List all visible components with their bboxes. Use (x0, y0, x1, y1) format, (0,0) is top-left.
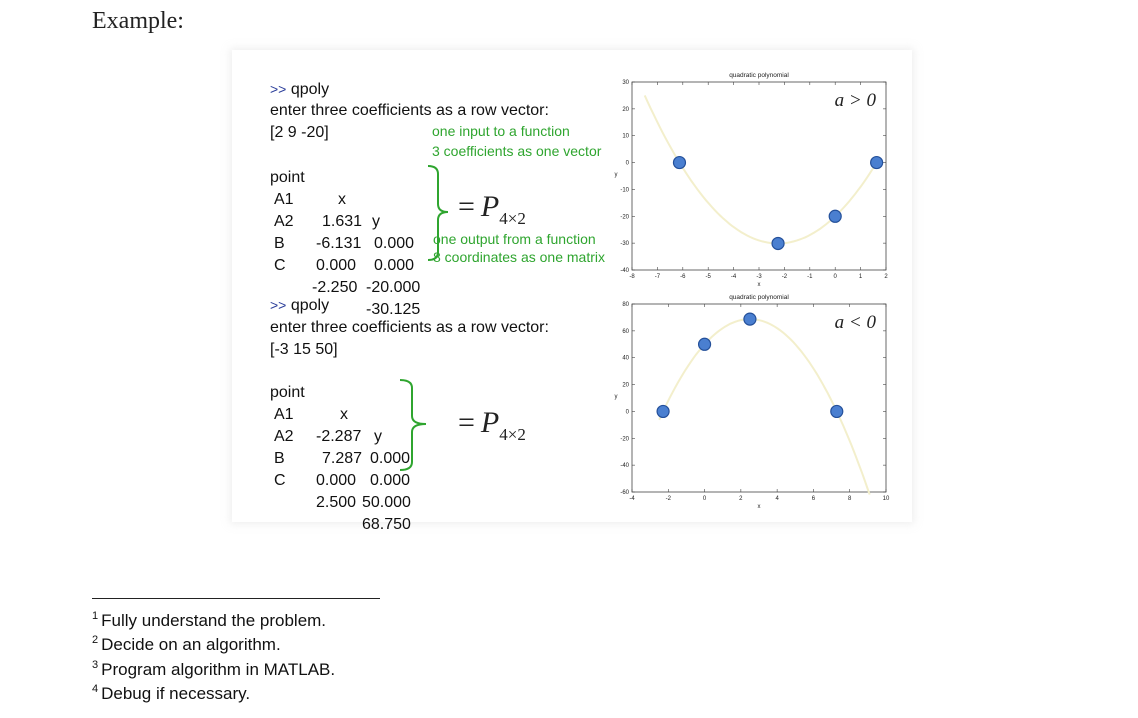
x-tick-label: 6 (811, 496, 816, 502)
col-y: y (374, 428, 382, 445)
footnote-number: 2 (92, 634, 99, 646)
x-tick-label: 4 (775, 496, 779, 502)
row-x: 0.000 (316, 257, 357, 274)
input-vector-1: [2 9 -20] (270, 124, 329, 141)
annotation-input-1: one input to a function (432, 123, 570, 139)
footnote-item (92, 683, 250, 704)
y-tick-label: 10 (622, 133, 629, 140)
plot-condition: a < 0 (834, 312, 876, 333)
row-y: 0.000 (370, 450, 411, 467)
row-y: -30.125 (366, 301, 421, 318)
data-point (829, 210, 841, 222)
x-tick-label: 0 (702, 496, 707, 502)
page-heading: Example: (92, 8, 184, 34)
footnote-text: Program algorithm in MATLAB. (101, 660, 336, 679)
row-point: B (274, 235, 285, 252)
x-tick-label: 8 (848, 496, 852, 502)
x-tick-label: 2 (884, 274, 888, 280)
y-tick-label: 60 (622, 328, 629, 335)
col-point: point (270, 169, 305, 186)
data-point (871, 157, 883, 169)
row-point: C (274, 257, 286, 274)
y-tick-label: -40 (620, 463, 629, 470)
annotation-output-1: one output from a function (433, 231, 596, 247)
x-tick-label: 1 (858, 274, 863, 280)
data-point (831, 405, 843, 417)
row-point: A2 (274, 213, 294, 230)
y-tick-label: -20 (620, 436, 629, 443)
footnote-item (92, 634, 281, 655)
green-brace-2 (398, 378, 432, 474)
footnote-number: 1 (92, 610, 99, 622)
instruction-text-2: enter three coefficients as a row vector: (270, 319, 549, 336)
row-y: -20.000 (366, 279, 421, 296)
footnote-number: 4 (92, 683, 99, 695)
command-text: qpoly (290, 81, 330, 98)
y-tick-label: -40 (620, 268, 629, 274)
y-tick-label: 30 (622, 80, 629, 86)
plot-title: quadratic polynomial (729, 72, 789, 79)
data-point (772, 237, 784, 249)
annotation-input-2: 3 coefficients as one vector (432, 143, 602, 159)
y-tick-label: 0 (625, 409, 629, 416)
row-x: -2.287 (316, 428, 362, 445)
y-axis-label: y (614, 172, 618, 178)
row-x: -2.250 (312, 279, 358, 296)
x-tick-label: -3 (756, 274, 762, 280)
footnote-number: 3 (92, 659, 99, 671)
x-tick-label: -4 (730, 274, 737, 280)
col-point: point (270, 384, 305, 401)
footnote-item (92, 659, 335, 680)
matrix-symbol: P (480, 190, 500, 223)
footnote-text: Decide on an algorithm. (101, 635, 281, 654)
row-point: A1 (274, 191, 294, 208)
col-y: y (372, 213, 380, 230)
row-x: -6.131 (316, 235, 362, 252)
footnote-text: Fully understand the problem. (101, 611, 327, 630)
row-y: 50.000 (362, 494, 411, 511)
row-point: A2 (274, 428, 294, 445)
footnote-rule (92, 598, 380, 599)
example-slide (232, 50, 912, 533)
data-point (744, 313, 756, 325)
command-line-2 (270, 294, 329, 317)
footnote-item (92, 610, 326, 631)
row-y: 0.000 (374, 257, 415, 274)
x-tick-label: -5 (705, 274, 711, 280)
annotation-output-2: 8 coordinates as one matrix (433, 249, 605, 265)
x-tick-label: 10 (882, 496, 890, 502)
x-axis-label: x (757, 504, 761, 510)
matrix-subscript: 4×2 (499, 209, 526, 228)
prompt-symbol: >> (270, 81, 287, 97)
row-y: 0.000 (374, 235, 415, 252)
prompt-symbol: >> (270, 297, 287, 313)
plot-title: quadratic polynomial (729, 294, 789, 301)
row-point: B (274, 450, 285, 467)
matrix-symbol: P (480, 406, 500, 439)
plot-a-negative (608, 282, 904, 510)
x-tick-label: -2 (781, 274, 788, 280)
equals-sign: = (458, 190, 475, 223)
row-x: 0.000 (316, 472, 357, 489)
x-tick-label: -7 (654, 274, 661, 280)
input-vector-2: [-3 15 50] (270, 341, 338, 358)
x-tick-label: 0 (833, 274, 837, 280)
command-text: qpoly (290, 297, 330, 314)
y-tick-label: 0 (625, 160, 629, 167)
instruction-text-1: enter three coefficients as a row vector: (270, 102, 549, 119)
matrix-formula-2 (458, 406, 526, 445)
row-y: 0.000 (370, 472, 411, 489)
matrix-subscript: 4×2 (499, 425, 526, 444)
x-axis-label: x (757, 282, 761, 288)
y-tick-label: 20 (622, 382, 629, 389)
y-tick-label: 20 (622, 106, 629, 113)
y-tick-label: 40 (622, 355, 629, 362)
row-x: 7.287 (322, 450, 363, 467)
x-tick-label: -2 (665, 496, 671, 502)
x-tick-label: 2 (739, 496, 743, 502)
data-point (699, 338, 711, 350)
y-axis-label: y (614, 394, 618, 400)
matrix-formula-1 (458, 190, 526, 229)
row-x: 2.500 (316, 494, 357, 511)
row-x: 1.631 (322, 213, 363, 230)
x-tick-label: -1 (807, 274, 813, 280)
x-tick-label: -8 (629, 274, 635, 280)
y-tick-label: -10 (620, 187, 629, 194)
footnote-text: Debug if necessary. (101, 684, 251, 703)
data-point (657, 405, 669, 417)
row-point: C (274, 472, 286, 489)
x-tick-label: -4 (629, 496, 635, 502)
data-point (673, 157, 685, 169)
row-point: A1 (274, 406, 294, 423)
command-line-1 (270, 78, 329, 101)
y-tick-label: -30 (620, 241, 629, 248)
plot-a-positive (608, 62, 904, 292)
equals-sign: = (458, 406, 475, 439)
x-tick-label: -6 (680, 274, 686, 280)
col-x: x (340, 406, 348, 423)
y-tick-label: -60 (620, 490, 629, 496)
y-tick-label: -20 (620, 214, 629, 221)
y-tick-label: 80 (622, 302, 629, 308)
row-y: 68.750 (362, 516, 411, 533)
col-x: x (338, 191, 346, 208)
plot-condition: a > 0 (834, 90, 876, 111)
